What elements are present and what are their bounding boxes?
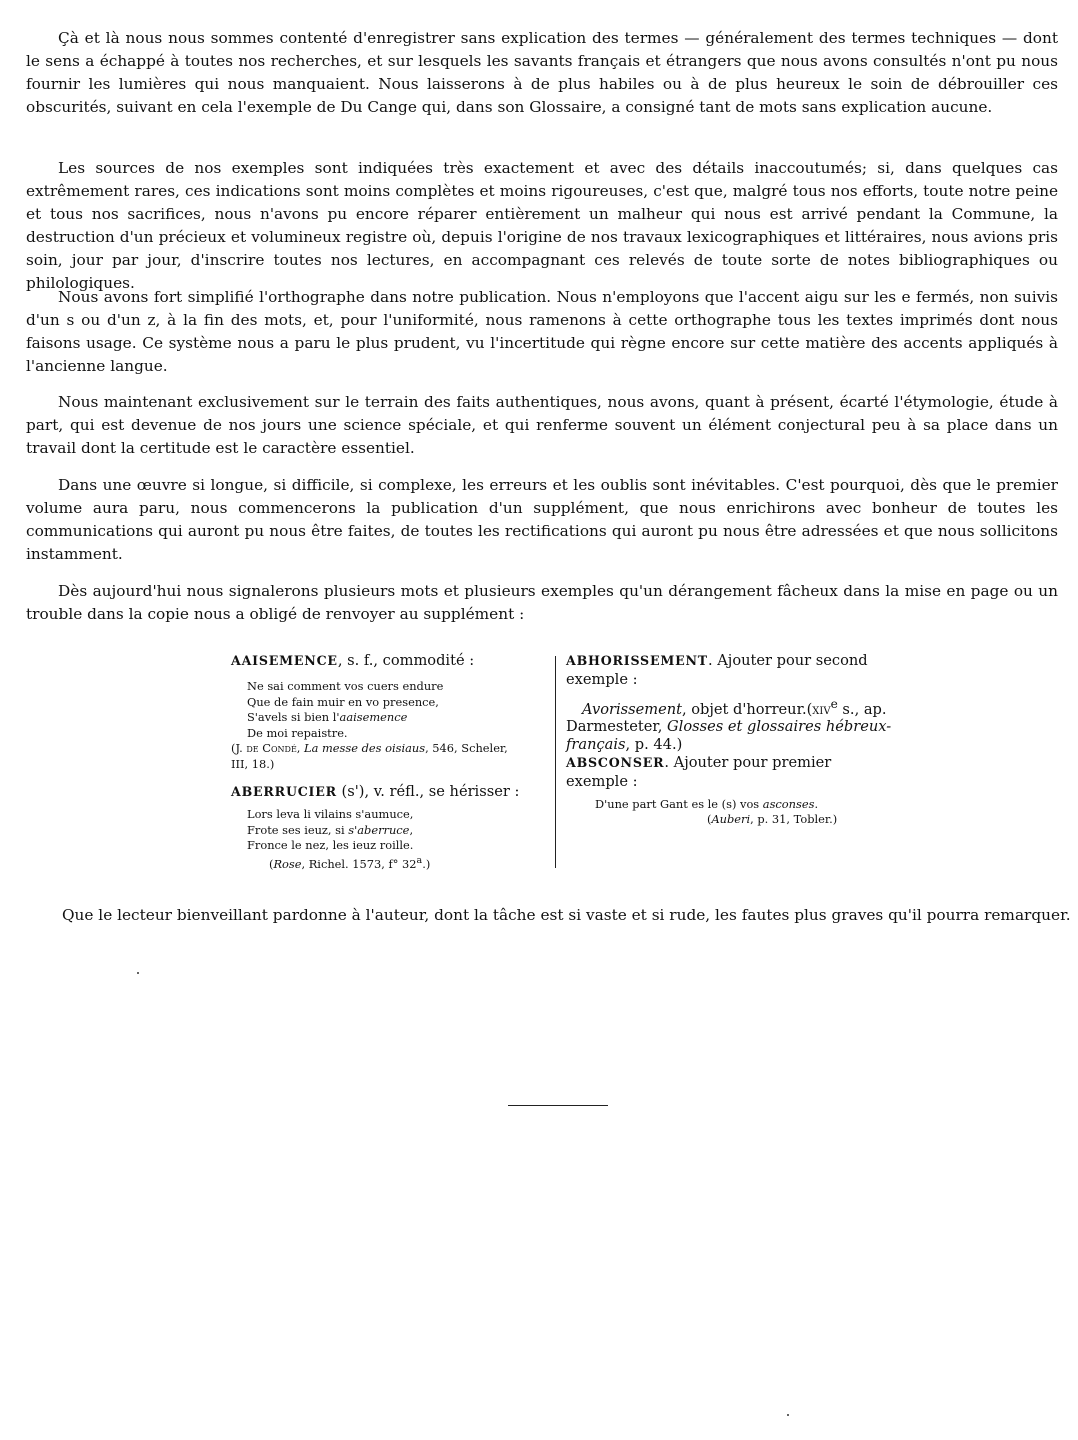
example-word: Avorissement (582, 700, 682, 718)
verse-line: S'avels si bien l'aaisemence (247, 710, 408, 725)
example-abhorissement: Avorissement, objet d'horreur.(xiv$^e$ s., ap. Darmesteter, Glosses et glossaires hébreux- français, p. 44.) (566, 697, 892, 753)
source-title: Rose (273, 856, 302, 871)
definition-absconser: . Ajouter pour premier exemple : (566, 754, 832, 790)
print-speck (787, 1414, 789, 1416)
source-absconser: (Auberi, p. 31, Tobler.) (707, 812, 838, 826)
definition-aaisemence: , s. f., commodité : (337, 652, 475, 669)
paragraph-supplement-intro: Dès aujourd'hui nous signalerons plusieurs mots et plusieurs exemples qu'un dérangement fâcheux dans la mise en page ou un trouble dans la copie nous a obligé de renvoyer au supplément : (26, 582, 1058, 623)
source-title: Glosses et glossaires hébreux- (667, 718, 892, 736)
headword-abhorissement: ABHORISSEMENT (566, 653, 708, 668)
paragraph-supplement: Dans une œuvre si longue, si difficile, si complexe, les erreurs et les oublis sont inévitables. C'est pourquoi, dès que le premier volume aura paru, nous commencerons la publication d'un supplément, que nous enrichirons avec bonheur de toutes les communications qui auront pu nous être faites, de toutes les rectifications qui auront pu nous être adressées et que nous sollicitons instamment. (26, 476, 1058, 563)
quoted-word: s'aberruce (348, 822, 410, 837)
definition-aberrucier: (s'), v. réfl., se hérisser : (336, 783, 520, 800)
headword-absconser: ABSCONSER (566, 755, 665, 770)
entry-aberrucier (231, 782, 551, 801)
print-speck (137, 972, 139, 974)
entry-absconser (566, 753, 888, 791)
entry-aaisemence (231, 651, 541, 670)
verse-line: Frote ses ieuz, si s'aberruce, (247, 822, 414, 837)
source-title: La messe des oisiaus (304, 741, 426, 755)
definition-abhorissement: . Ajouter pour second exemple : (566, 652, 868, 688)
verse-line: Ne sai comment vos cuers endure (247, 679, 444, 693)
entry-abhorissement (566, 651, 888, 689)
verse-line: D'une part Gant es le (s) vos asconses. (595, 797, 819, 811)
source-aaisemence: (J. de Condé, La messe des oisiaus, 546, Scheler, III, 18.) (231, 741, 508, 771)
verse-line: Lors leva li vilains s'aumuce, (247, 807, 414, 821)
paragraph-orthography: Nous avons fort simplifié l'orthographe dans notre publication. Nous n'employons que l'accent aigu sur les e fermés, non suivis d'un s ou d'un z, à la fin des mots, et, pour l'uniformité, nous ramenons à cette orthographe tous les textes imprimés dont nous faisons usage. Ce système nous a paru le plus prudent, vu l'incertitude qui règne encore sur cette matière des accents appliqués à l'ancienne langue. (26, 288, 1058, 375)
verse-line: Fronce le nez, les ieuz roille. (247, 838, 414, 853)
quoted-word: asconses (762, 797, 815, 811)
headword-aaisemence: AAISEMENCE (231, 653, 338, 668)
paragraph-etymology: Nous maintenant exclusivement sur le terrain des faits authentiques, nous avons, quant à présent, écarté l'étymologie, étude à part, qui est devenue de nos jours une science spéciale, et qui renferme souvent un élément conjectural peu à sa place dans un travail dont la certitude est le caractère essentiel. (26, 393, 1058, 457)
quoted-word: aaisemence (339, 710, 408, 725)
quote-absconser (595, 797, 895, 813)
end-divider (508, 1105, 608, 1106)
headword-aberrucier: ABERRUCIER (231, 784, 337, 799)
quote-aaisemence (247, 679, 547, 741)
source-author: de Condé (246, 741, 297, 755)
column-divider (555, 656, 556, 868)
closing-sentence: Que le lecteur bienveillant pardonne à l'auteur, dont la tâche est si vaste et si rude, les fautes plus graves qu'il pourra remarquer. (62, 906, 1071, 924)
verse-line: De moi repaistre. (247, 725, 348, 740)
paragraph-unexplained-terms: Çà et là nous nous sommes contenté d'enregistrer sans explication des termes — généralement des termes techniques — dont le sens a échappé à toutes nos recherches, et sur lesquels les savants français et étrangers que nous avons consultés n'ont pu nous fournir les lumières qui nous manquaient. Nous laisserons à de plus habiles ou à de plus heureux le soin de débrouiller ces obscurités, suivant en cela l'exemple de Du Cange qui, dans son Glossaire, a consigné tant de mots sans explication aucune. (26, 29, 1058, 116)
paragraph-sources: Les sources de nos exemples sont indiquées très exactement et avec des détails inaccoutumés; si, dans quelques cas extrêmement rares, ces indications sont moins complètes et moins rigoureuses, c'est que, malgré tous nos efforts, toute notre peine et tous nos sacrifices, nous n'avons pu encore réparer entièrement un malheur qui nous est arrivé pendant la Commune, la destruction d'un précieux et volumineux registre où, depuis l'origine de nos travaux lexicographiques et littéraires, nous avions pris soin, jour par jour, d'inscrire toutes nos lectures, en accompagnant ces relevés de toute sorte de notes bibliographiques ou philologiques. (26, 159, 1058, 292)
quote-aberrucier (247, 807, 547, 854)
verse-line: Que de fain muir en vo presence, (247, 694, 439, 709)
source-aberrucier: (Rose, Richel. 1573, f° 32$^a$.) (269, 855, 431, 871)
century: xiv (812, 700, 831, 718)
source-title: Auberi (711, 812, 751, 826)
